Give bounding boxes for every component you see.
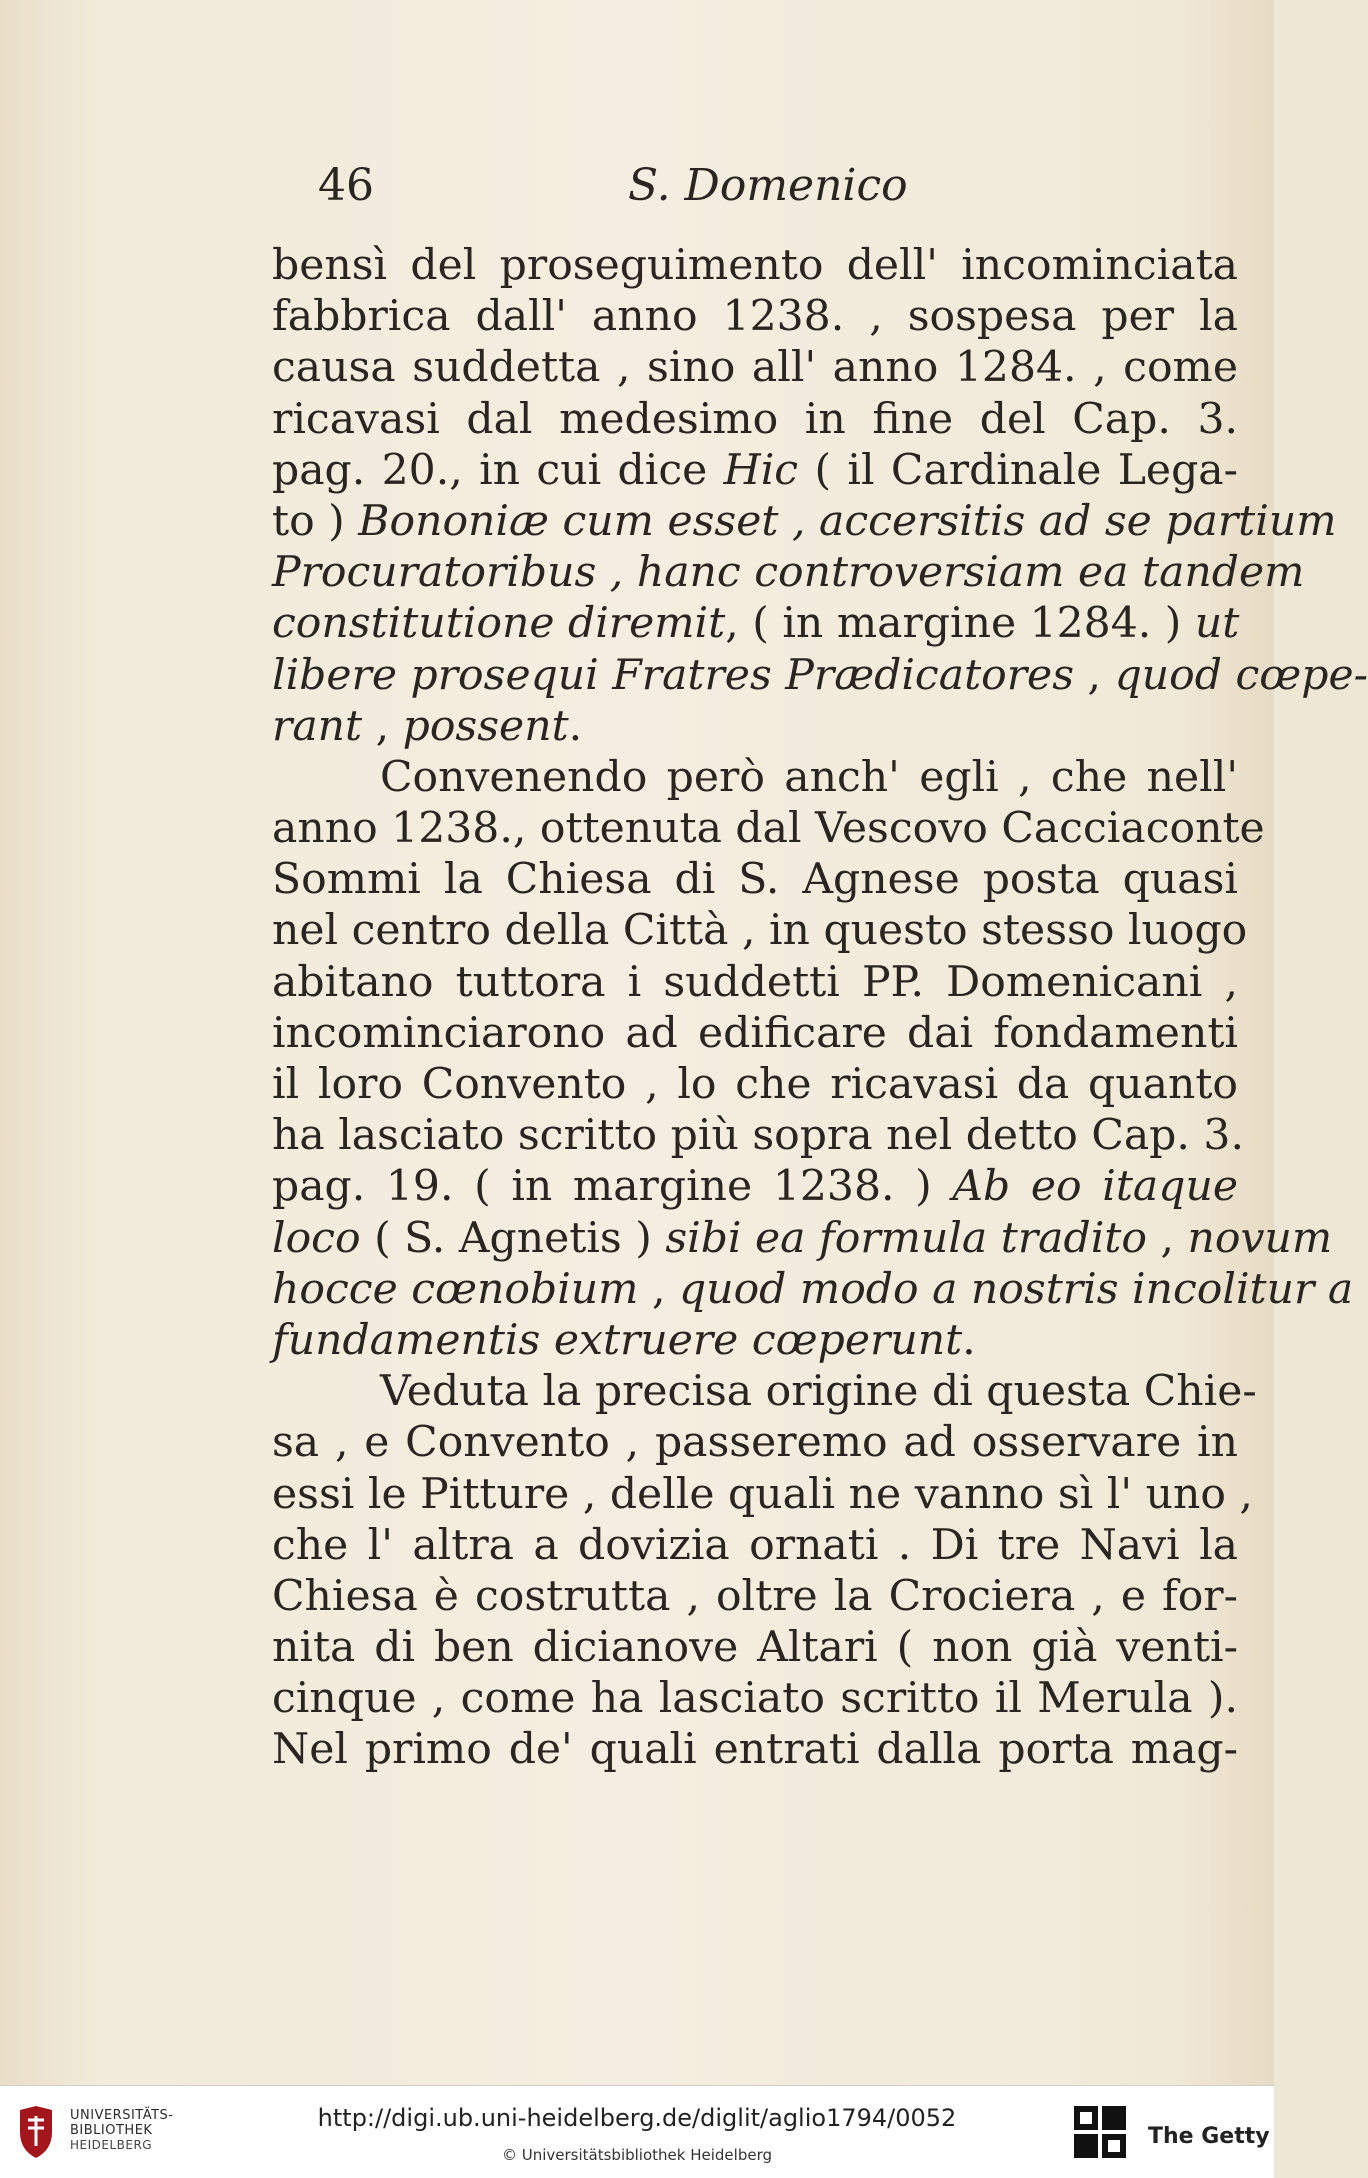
text-line: abitano tuttora i suddetti PP. Domenicani , xyxy=(272,957,1238,1007)
text-line xyxy=(272,701,1238,752)
text-line xyxy=(272,1161,1238,1212)
text-line xyxy=(272,1213,1333,1264)
italic-quote: novum xyxy=(1187,1213,1333,1263)
text-line xyxy=(272,496,1337,547)
italic-quote: Bononiæ cum esset , accersitis ad se partium xyxy=(358,496,1337,546)
italic-quote: hocce cœnobium xyxy=(272,1264,639,1314)
partner-name: The Getty xyxy=(1148,2124,1270,2149)
italic-quote: sibi ea formula tradito xyxy=(665,1213,1147,1263)
text-line: fabbrica dall' anno 1238. , sospesa per la xyxy=(272,292,1238,342)
text-line xyxy=(272,445,1238,496)
library-name-line: BIBLIOTHEK xyxy=(70,2123,153,2138)
text-segment: pag. 20., in cui dice xyxy=(272,445,724,495)
text-line: ricavasi dal medesimo in fine del Cap. 3. xyxy=(272,394,1238,444)
italic-quote: ut xyxy=(1194,599,1240,649)
getty-logo-icon xyxy=(1072,2104,1128,2160)
italic-quote: loco xyxy=(272,1213,361,1263)
text-line: Sommi la Chiesa di S. Agnese posta quasi xyxy=(272,855,1238,905)
italic-quote: quod modo a nostris incolitur a xyxy=(679,1264,1354,1314)
text-line xyxy=(272,598,1238,649)
library-name-line: HEIDELBERG xyxy=(70,2138,153,2152)
italic-quote: rant xyxy=(272,701,363,751)
italic-quote: Hic xyxy=(723,445,799,495)
viewer-footer xyxy=(0,2085,1274,2178)
text-line: Veduta la precisa origine di questa Chie- xyxy=(380,1367,1257,1417)
page-header xyxy=(318,160,1258,220)
copyright-notice: © Universitätsbibliothek Heidelberg xyxy=(501,2146,772,2164)
text-line: causa suddetta , sino all' anno 1284. , come xyxy=(272,343,1238,393)
italic-quote: quod cœpe- xyxy=(1114,650,1368,700)
text-segment: , xyxy=(362,701,403,751)
italic-quote: libere prosequi Fratres Prædicatores xyxy=(272,650,1075,700)
text-line: nel centro della Città , in questo stesso luogo xyxy=(272,906,1248,956)
text-line: incominciarono ad edificare dai fondamenti xyxy=(272,1008,1238,1058)
permalink-url[interactable]: http://digi.ub.uni-heidelberg.de/diglit/aglio1794/0052 xyxy=(317,2104,957,2132)
text-line xyxy=(272,1315,1238,1366)
text-line xyxy=(272,1264,1354,1315)
text-line: bensì del proseguimento dell' incominciata xyxy=(272,241,1238,290)
text-line: Chiesa è costrutta , oltre la Crociera , e for- xyxy=(272,1571,1238,1621)
text-line: Convenendo però anch' egli , che nell' xyxy=(380,752,1238,802)
text-segment: , xyxy=(638,1264,680,1314)
text-segment: , xyxy=(1074,650,1115,700)
text-segment: . xyxy=(568,701,583,751)
italic-quote: possent xyxy=(402,701,569,751)
text-segment: , xyxy=(1146,1213,1188,1263)
running-title: S. Domenico xyxy=(628,160,908,211)
text-segment: , ( in margine 1284. ) xyxy=(725,599,1195,649)
text-line: nita di ben dicianove Altari ( non già venti- xyxy=(272,1623,1238,1673)
text-line: che l' altra a dovizia ornati . Di tre Navi la xyxy=(272,1520,1238,1570)
text-line: anno 1238., ottenuta dal Vescovo Cacciaconte xyxy=(272,804,1265,854)
text-segment: ( S. Agnetis ) xyxy=(360,1213,666,1263)
italic-quote: Ab eo itaque xyxy=(952,1162,1238,1212)
text-line: cinque , come ha lasciato scritto il Merula ). xyxy=(272,1674,1238,1724)
text-line xyxy=(272,547,1305,598)
italic-quote: constitutione diremit xyxy=(272,599,726,649)
text-segment: ( il Cardinale Lega- xyxy=(798,445,1238,495)
text-line xyxy=(272,650,1368,701)
text-segment: pag. 19. ( in margine 1238. ) xyxy=(272,1162,953,1212)
text-segment: . xyxy=(962,1315,976,1365)
text-segment: to ) xyxy=(272,496,359,546)
italic-quote: fundamentis extruere cœperunt xyxy=(272,1315,963,1365)
text-line: il loro Convento , lo che ricavasi da quanto xyxy=(272,1060,1238,1109)
page-number: 46 xyxy=(318,160,374,211)
text-line: sa , e Convento , passeremo ad osservare in xyxy=(272,1418,1238,1468)
text-line: Nel primo de' quali entrati dalla porta mag- xyxy=(272,1725,1238,1775)
library-name-line: UNIVERSITÄTS- xyxy=(70,2108,174,2123)
text-line: essi le Pitture , delle quali ne vanno sì l' uno , xyxy=(272,1469,1253,1519)
text-line: ha lasciato scritto più sopra nel detto Cap. 3. xyxy=(272,1111,1244,1161)
body-text xyxy=(272,240,1368,1776)
italic-quote: Procuratoribus , hanc controversiam ea tandem xyxy=(272,548,1305,598)
